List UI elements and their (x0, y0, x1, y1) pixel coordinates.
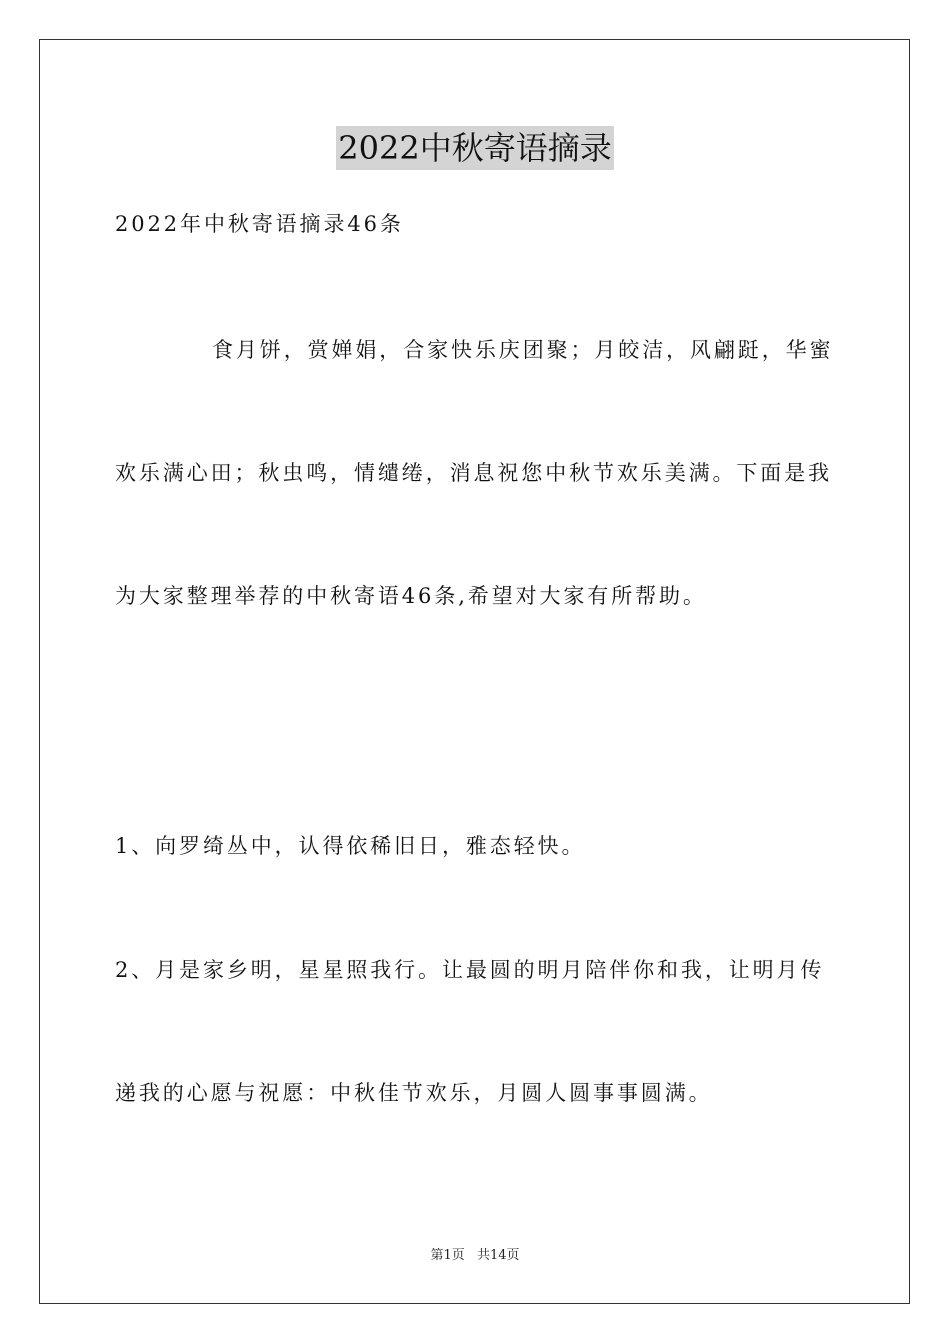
title-container (0, 126, 950, 170)
document-title: 2022中秋寄语摘录 (336, 126, 613, 170)
page-footer (0, 1247, 950, 1265)
document-subtitle: 2022年中秋寄语摘录46条 (115, 212, 404, 236)
list-item-1: 1、向罗绮丛中，认得依稀旧日，雅态轻快。 (115, 834, 586, 858)
list-item-2-line-1: 2、月是家乡明，星星照我行。让最圆的明月陪伴你和我，让明月传 (115, 958, 825, 982)
intro-line-1: 食月饼，赏婵娟，合家快乐庆团聚；月皎洁，风翩跹，华蜜 (212, 338, 834, 362)
page-number-total: 共14页 (476, 1248, 520, 1263)
intro-line-3: 为大家整理举荐的中秋寄语46条,希望对大家有所帮助。 (115, 584, 707, 608)
page-number-current: 第1页 (430, 1248, 465, 1263)
list-item-2-line-2: 递我的心愿与祝愿：中秋佳节欢乐，月圆人圆事事圆满。 (115, 1081, 713, 1105)
intro-line-2: 欢乐满心田；秋虫鸣，情缱绻，消息祝您中秋节欢乐美满。下面是我 (115, 461, 832, 485)
